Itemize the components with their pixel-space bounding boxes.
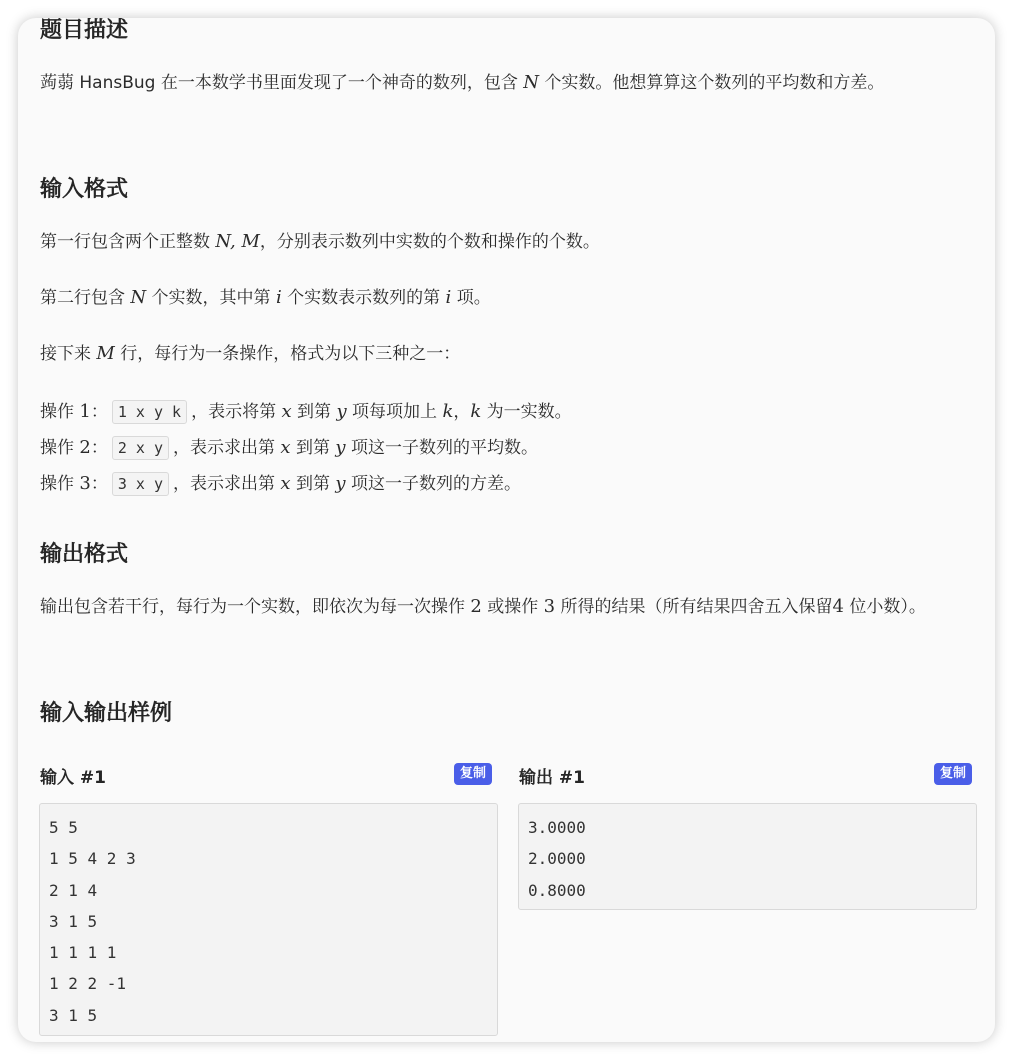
operation-2: 操作 2： 2 x y ，表示求出第 x 到第 y 项这一子数列的平均数。 <box>40 437 538 458</box>
samples-title: 输入输出样例 <box>40 701 173 726</box>
sample-output-label: 输出 #1 <box>519 768 585 788</box>
output-format-title: 输出格式 <box>40 542 129 567</box>
operation-1-code: 1 x y k <box>112 400 187 424</box>
operation-3-code: 3 x y <box>112 472 169 496</box>
operation-2-code: 2 x y <box>112 436 169 460</box>
input-format-line1: 第一行包含两个正整数 N, M，分别表示数列中实数的个数和操作的个数。 <box>40 231 600 252</box>
sample-output-line: 3.0000 <box>528 818 586 837</box>
sample-input-line: 2 1 4 <box>49 880 98 900</box>
description-text: 蒟蒻 HansBug 在一本数学书里面发现了一个神奇的数列，包含 N 个实数。他想算算这个数列的平均数和方差。 <box>40 72 885 93</box>
copy-output-button[interactable]: 复制 <box>934 763 972 785</box>
input-format-line2: 第二行包含 N 个实数，其中第 i 个实数表示数列的第 i 项。 <box>40 287 491 308</box>
operations-list <box>40 394 572 502</box>
copy-input-button[interactable]: 复制 <box>454 763 492 785</box>
sample-output-box[interactable] <box>518 803 977 910</box>
input-format-title: 输入格式 <box>40 177 129 202</box>
sample-input-label: 输入 #1 <box>40 768 106 788</box>
problem-card <box>18 18 995 1042</box>
sample-input-box[interactable] <box>39 803 498 1036</box>
sample-input-line: 1 1 1 1 <box>49 943 117 963</box>
output-format-text: 输出包含若干行，每行为一个实数，即依次为每一次操作 2 或操作 3 所得的结果（所有结果四舍五入保留4 位小数）。 <box>40 596 926 617</box>
sample-input-line: 1 5 4 2 3 <box>49 849 136 869</box>
sample-input-line: 3 1 5 <box>49 911 98 931</box>
operation-1: 操作 1： 1 x y k ，表示将第 x 到第 y 项每项加上 k，k 为一实数。 <box>40 401 572 422</box>
sample-input-line: 5 5 <box>49 818 78 837</box>
description-title: 题目描述 <box>40 18 129 43</box>
input-format-line3: 接下来 M 行，每行为一条操作，格式为以下三种之一： <box>40 343 461 364</box>
sample-output-line: 2.0000 <box>528 849 586 869</box>
sample-output-line: 0.8000 <box>528 880 586 900</box>
var-n: N <box>523 72 540 93</box>
operation-3: 操作 3： 3 x y ，表示求出第 x 到第 y 项这一子数列的方差。 <box>40 473 521 494</box>
sample-input-line: 1 2 2 -1 <box>49 974 127 994</box>
sample-input-line: 3 1 5 <box>49 1005 98 1025</box>
